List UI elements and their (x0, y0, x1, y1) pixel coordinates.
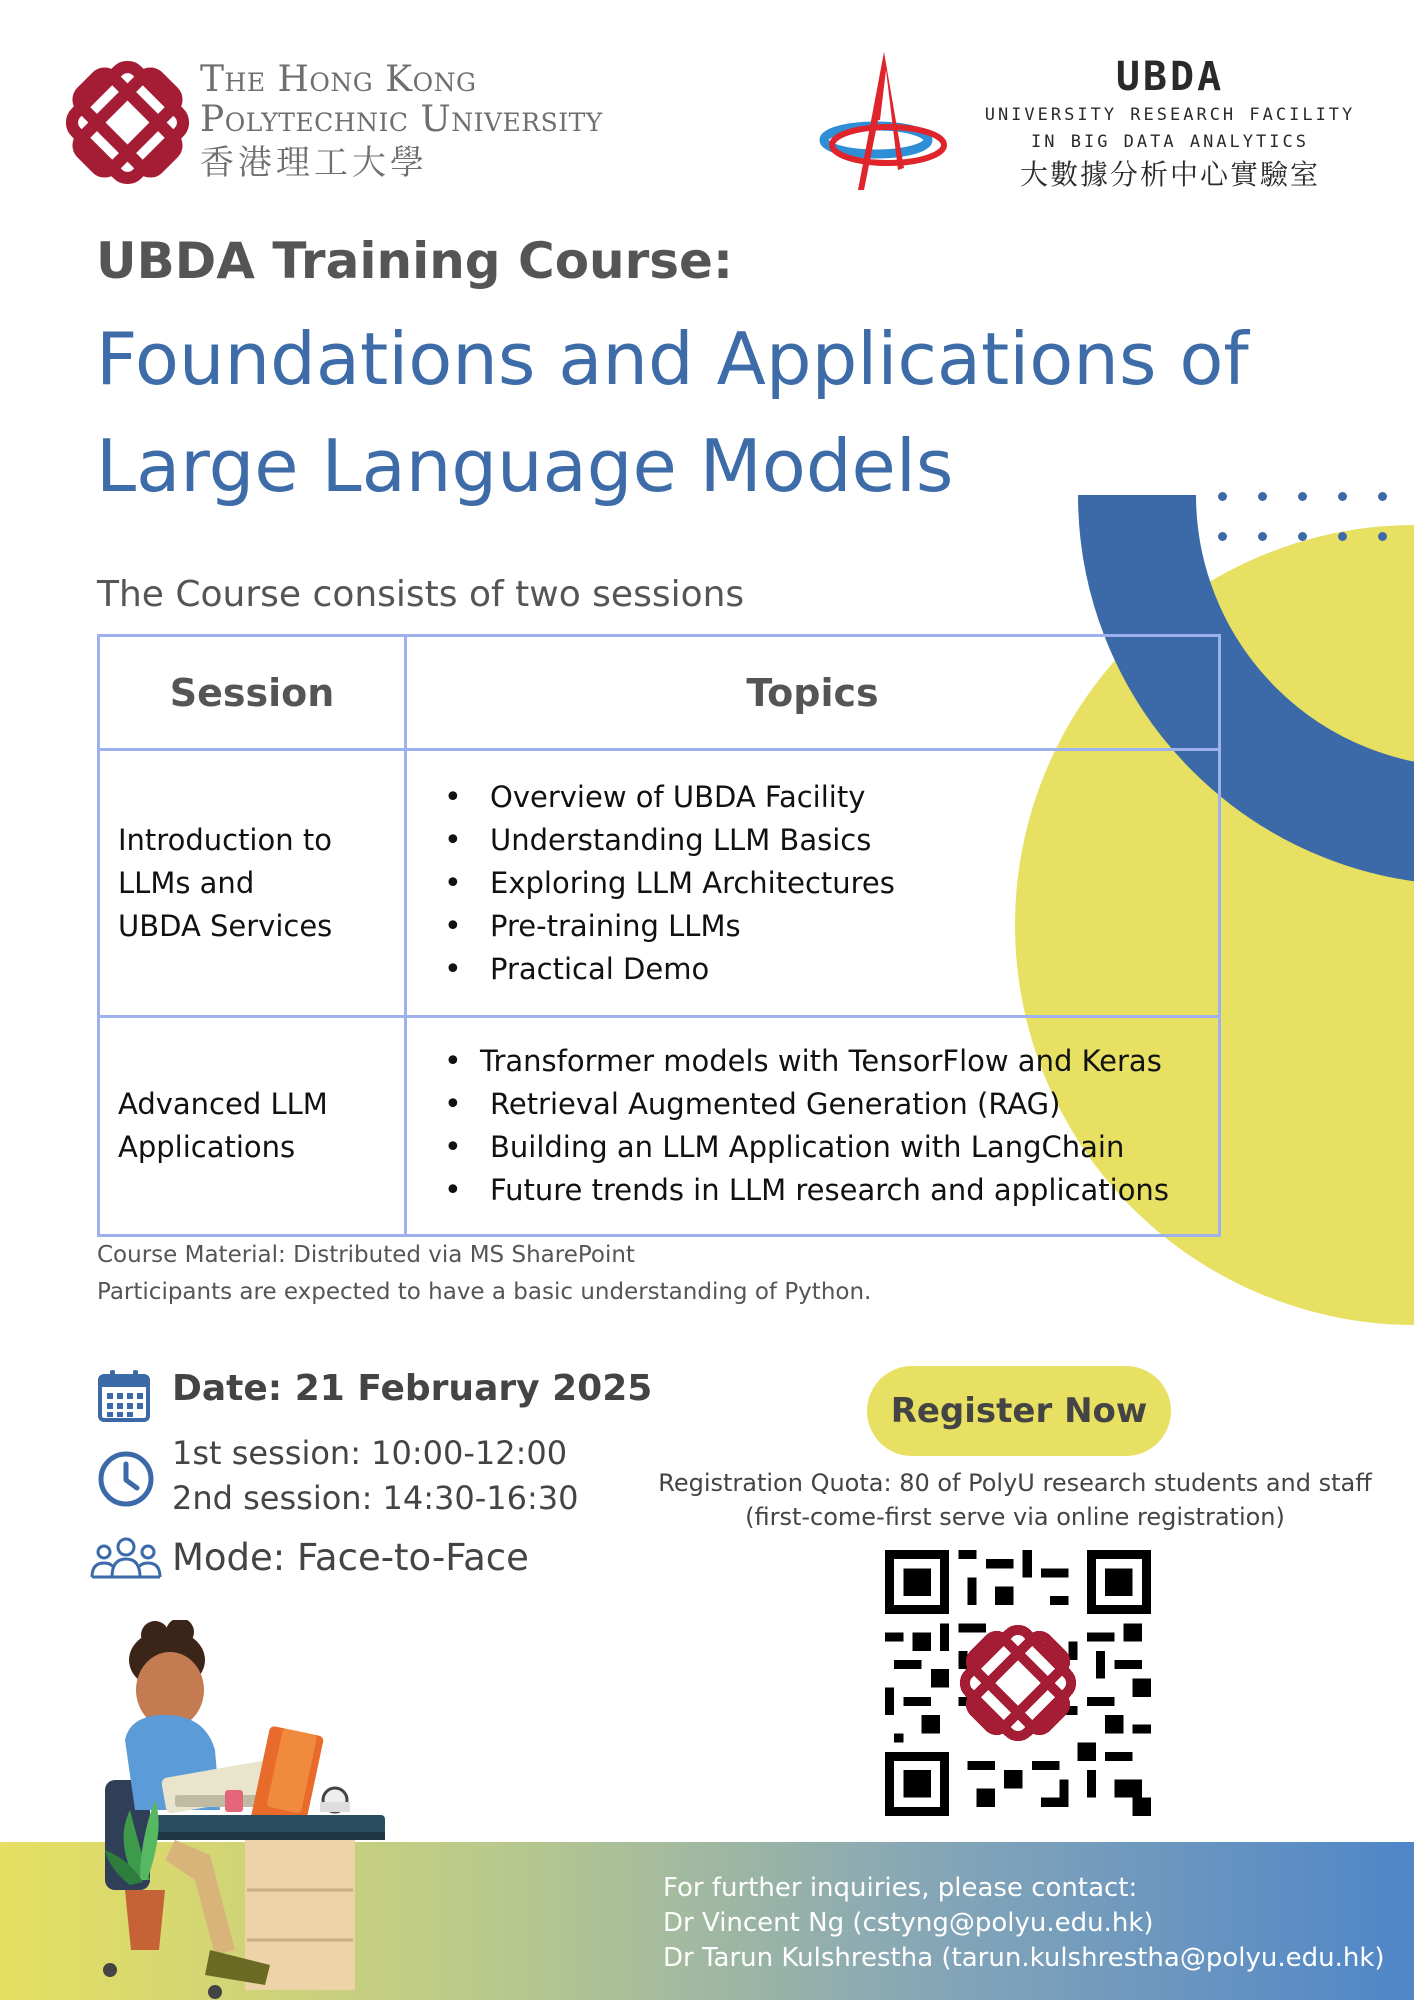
topics-list (408, 1040, 1217, 1212)
sessions-table-wrap (97, 634, 1221, 1237)
clock-icon (97, 1450, 155, 1508)
people-icon (90, 1537, 162, 1579)
quota-line: (first-come-first serve via online registration) (745, 1503, 1285, 1531)
person-at-desk-illustration (95, 1620, 495, 2000)
prerequisite-note: Participants are expected to have a basic understanding of Python. (97, 1279, 872, 1305)
session-name-cell (99, 1017, 406, 1236)
topic-item: • Future trends in LLM research and applications (444, 1169, 1217, 1212)
ubda-sub-line1: UNIVERSITY RESEARCH FACILITY (984, 105, 1356, 125)
session-name-line: Advanced LLM (118, 1087, 328, 1121)
topic-item: • Understanding LLM Basics (444, 819, 1217, 862)
session-name-line: LLMs and (118, 865, 255, 900)
quota-line: Registration Quota: 80 of PolyU research students and staff (658, 1469, 1372, 1497)
register-now-button[interactable]: Register Now (867, 1366, 1171, 1456)
topics-list (408, 776, 1217, 991)
topics-cell (406, 750, 1220, 1017)
event-date: Date: 21 February 2025 (172, 1368, 653, 1409)
page-title (96, 306, 1396, 520)
first-session-time: 1st session: 10:00-12:00 (172, 1434, 568, 1472)
polyu-wordmark (200, 60, 603, 186)
sessions-intro: The Course consists of two sessions (97, 574, 745, 615)
polyu-logo (60, 55, 195, 190)
table-row (99, 750, 1220, 1017)
polyu-name-line2: Polytechnic University (200, 99, 603, 140)
topic-item: • Practical Demo (444, 948, 1217, 991)
sessions-table (97, 634, 1221, 1237)
session-name-line: UBDA Services (118, 908, 333, 943)
event-mode: Mode: Face-to-Face (172, 1536, 529, 1579)
contact-person-1: Dr Vincent Ng (cstyng@polyu.edu.hk) (663, 1908, 1154, 1938)
topic-item: • Exploring LLM Architectures (444, 862, 1217, 905)
topic-item: • Overview of UBDA Facility (444, 776, 1217, 819)
ubda-chinese-name: 大數據分析中心實驗室 (1019, 158, 1320, 191)
calendar-icon (97, 1368, 151, 1422)
topics-cell (406, 1017, 1220, 1236)
contact-person-2: Dr Tarun Kulshrestha (tarun.kulshrestha@polyu.edu.hk) (663, 1943, 1385, 1973)
contact-heading: For further inquiries, please contact: (663, 1873, 1138, 1903)
title-line-1: Foundations and Applications of (96, 317, 1249, 401)
ubda-sub-line2: IN BIG DATA ANALYTICS (1031, 132, 1309, 152)
topic-item: • Retrieval Augmented Generation (RAG) (444, 1083, 1217, 1126)
topic-item: • Building an LLM Application with LangChain (444, 1126, 1217, 1169)
polyu-name-chinese: 香港理工大學 (200, 143, 428, 183)
session-name-cell (99, 750, 406, 1017)
course-kicker: UBDA Training Course: (96, 232, 733, 290)
topic-item: • Pre-training LLMs (444, 905, 1217, 948)
second-session-time: 2nd session: 14:30-16:30 (172, 1479, 579, 1517)
table-header-topics: Topics (406, 636, 1220, 750)
course-material-note: Course Material: Distributed via MS SharePoint (97, 1242, 635, 1268)
registration-quota (625, 1466, 1405, 1534)
registration-qr-code[interactable] (885, 1550, 1151, 1816)
table-header-session: Session (99, 636, 406, 750)
polyu-name-line1: The Hong Kong (200, 59, 477, 100)
topic-item: • Transformer models with TensorFlow and Keras (444, 1040, 1217, 1083)
session-name-line: Introduction to (118, 822, 332, 857)
ubda-logo (818, 50, 950, 195)
table-header-row (99, 636, 1220, 750)
session-name-line: Applications (118, 1130, 296, 1164)
ubda-wordmark (965, 52, 1375, 194)
table-row (99, 1017, 1220, 1236)
title-line-2: Large Language Models (96, 424, 954, 508)
ubda-abbr: UBDA (1115, 54, 1225, 100)
